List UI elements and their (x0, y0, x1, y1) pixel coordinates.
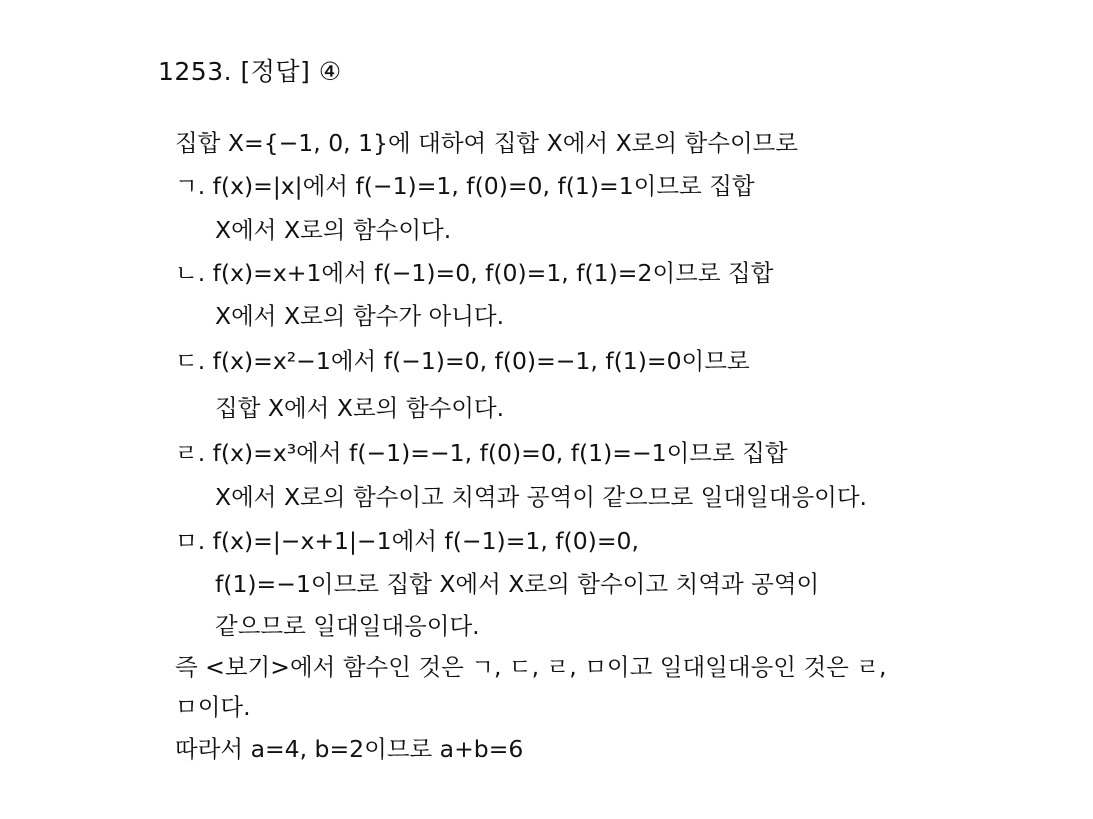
item-digeut-line-2: 집합 X에서 X로의 함수이다. (215, 394, 505, 422)
item-rieul-line-2: X에서 X로의 함수이고 치역과 공역이 같으므로 일대일대응이다. (215, 483, 868, 511)
item-rieul-line-1: ㄹ. f(x)=x³에서 f(−1)=−1, f(0)=0, f(1)=−1이므로 집합 (175, 439, 788, 467)
item-giyeok-line-1: ㄱ. f(x)=|x|에서 f(−1)=1, f(0)=0, f(1)=1이므로 집합 (175, 172, 755, 200)
intro-line: 집합 X={−1, 0, 1}에 대하여 집합 X에서 X로의 함수이므로 (175, 129, 799, 157)
summary-line-1: 즉 <보기>에서 함수인 것은 ㄱ, ㄷ, ㄹ, ㅁ이고 일대일대응인 것은 ㄹ, (175, 653, 887, 681)
item-nieun-line-1: ㄴ. f(x)=x+1에서 f(−1)=0, f(0)=1, f(1)=2이므로 집합 (175, 259, 774, 287)
conclusion-line: 따라서 a=4, b=2이므로 a+b=6 (175, 735, 524, 763)
answer-header: 1253. [정답] ④ (158, 57, 342, 86)
summary-line-2: ㅁ이다. (175, 693, 251, 721)
item-mieum-line-3: 같으므로 일대일대응이다. (215, 612, 480, 640)
item-giyeok-line-2: X에서 X로의 함수이다. (215, 216, 452, 244)
item-mieum-line-1: ㅁ. f(x)=|−x+1|−1에서 f(−1)=1, f(0)=0, (175, 527, 639, 555)
item-digeut-line-1: ㄷ. f(x)=x²−1에서 f(−1)=0, f(0)=−1, f(1)=0이므로 (175, 347, 750, 375)
item-nieun-line-2: X에서 X로의 함수가 아니다. (215, 302, 505, 330)
item-mieum-line-2: f(1)=−1이므로 집합 X에서 X로의 함수이고 치역과 공역이 (215, 570, 820, 598)
